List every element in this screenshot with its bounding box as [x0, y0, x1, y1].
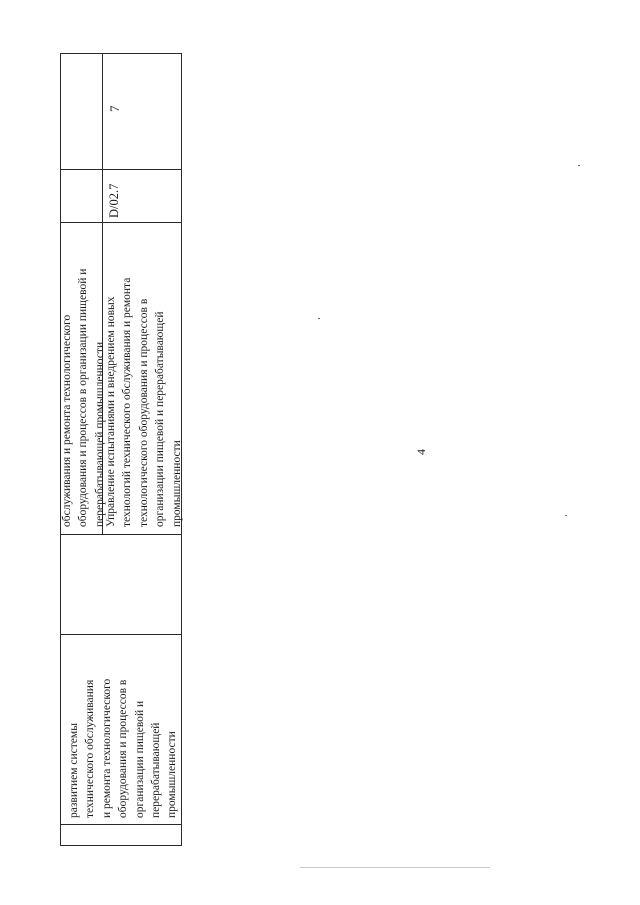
column-divider-1 — [60, 824, 182, 825]
cell-line: промышленности — [170, 440, 183, 527]
cell-line: перерабатывающей — [150, 722, 163, 818]
cell-line: промышленности — [166, 731, 179, 818]
column-divider-4 — [60, 222, 182, 223]
column-divider-2 — [60, 634, 182, 635]
scan-speck — [565, 515, 567, 516]
function-code: D/02.7 — [107, 183, 121, 218]
cell-line: технологий технического обслуживания и ремонта — [121, 277, 134, 527]
table-border-right — [60, 53, 182, 54]
cell-line: организации пищевой и перерабатывающей — [154, 311, 167, 527]
cell-line: технического обслуживания — [84, 679, 97, 818]
scan-edge-line — [300, 867, 490, 868]
column-divider-5 — [60, 169, 182, 170]
function-table — [60, 53, 182, 846]
scan-speck — [318, 318, 320, 319]
function-table-rotated — [60, 53, 182, 846]
column-divider-3 — [60, 534, 182, 535]
page-number: 4 — [414, 449, 428, 455]
cell-line: перерабатывающей промышленности — [93, 341, 106, 527]
cell-line: развитием системы — [68, 723, 80, 818]
labor-function-cell — [103, 278, 185, 527]
qualification-level: 7 — [107, 105, 122, 112]
generalized-function-cell — [66, 679, 181, 818]
cell-line: оборудования и процессов в организации пищевой и — [77, 268, 90, 527]
table-border-left — [60, 845, 182, 846]
cell-line: организации пищевой и — [133, 700, 146, 818]
cell-line: технологического оборудования и процессов в — [137, 298, 150, 527]
scan-speck — [578, 165, 580, 166]
cell-line: и ремонта технологического — [100, 678, 113, 818]
cell-line: Управление испытаниями и внедрением новых — [105, 296, 117, 527]
cell-line: оборудования и процессов в — [117, 679, 130, 818]
cell-line: обслуживания и ремонта технологического — [61, 314, 73, 527]
labor-function-continued-cell — [59, 269, 108, 527]
